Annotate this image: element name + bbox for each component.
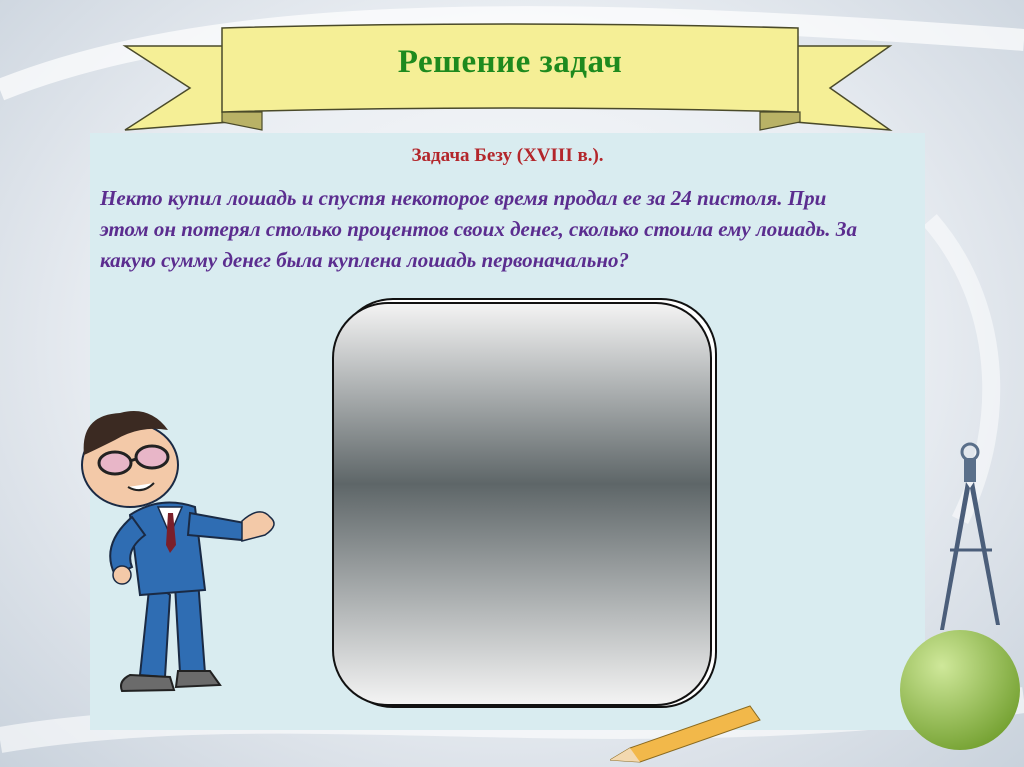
teacher-character — [70, 395, 290, 705]
answer-screen[interactable] — [330, 293, 720, 713]
task-text: Некто купил лошадь и спустя некоторое время продал ее за 24 пистоля. При этом он потерял столько процентов своих денег, сколько стоила ему лошадь. За какую сумму денег была куплена лошадь первоначально? — [100, 186, 857, 272]
task-title: Задача Безу (XVIII в.). — [411, 145, 604, 166]
pencil-icon — [610, 700, 770, 767]
page-title: Решение задач — [397, 44, 623, 80]
compass-icon — [930, 440, 1010, 640]
green-ball — [900, 620, 1020, 760]
